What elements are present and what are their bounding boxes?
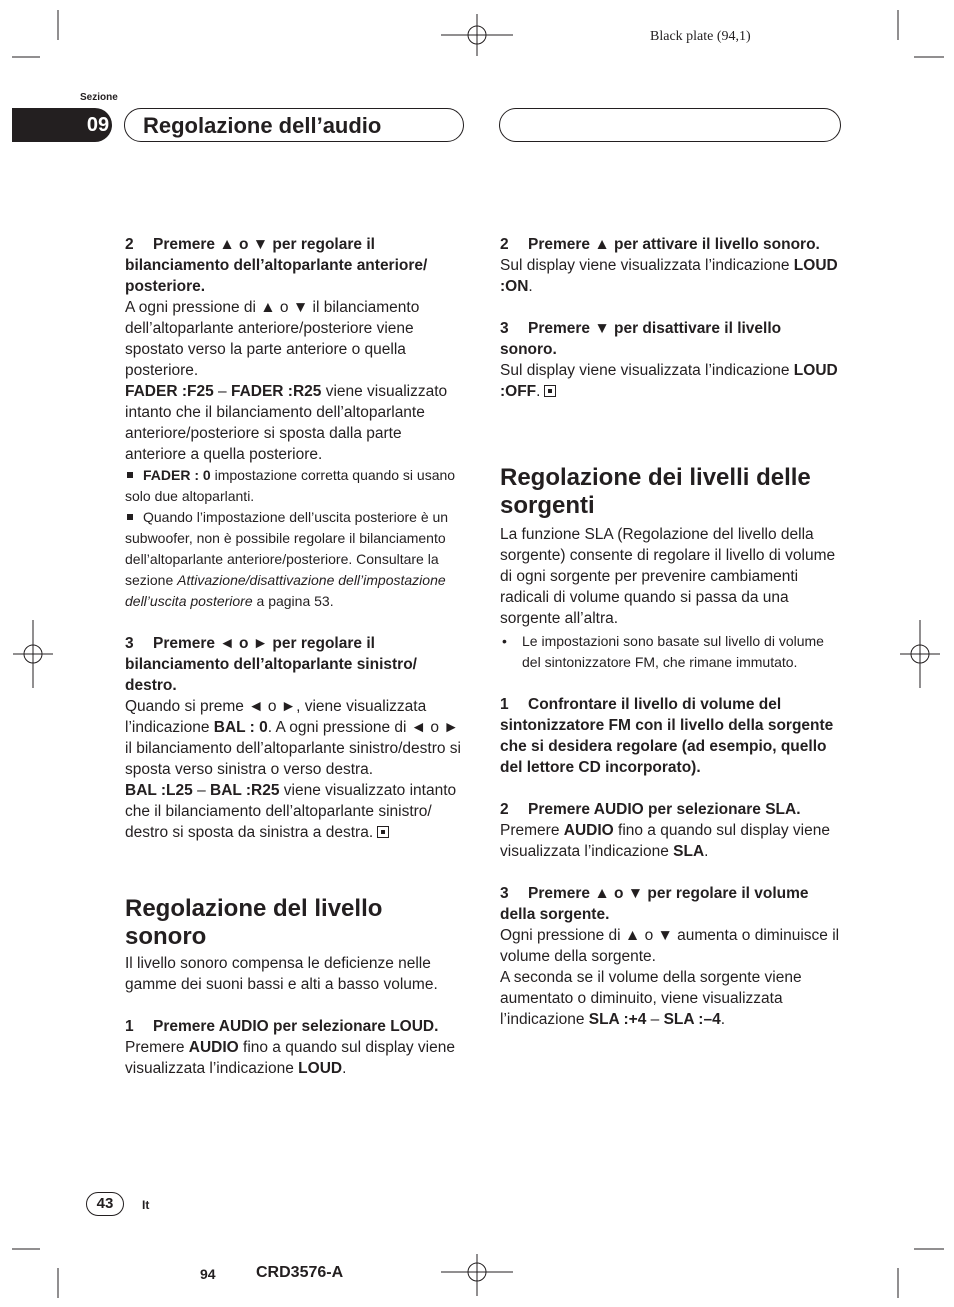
step-body: Premere AUDIO fino a quando sul display viene visualizzata l’indicazione LOUD. — [125, 1039, 455, 1077]
step-heading: 2 Premere ▲ per attivare il livello sonoro. — [500, 236, 820, 253]
left-column — [125, 234, 467, 1079]
step-body: Premere AUDIO fino a quando sul display viene visualizzata l’indicazione SLA. — [500, 822, 830, 860]
page-number: 43 — [86, 1192, 124, 1216]
step-heading: 1 Premere AUDIO per selezionare LOUD. — [125, 1018, 439, 1035]
print-page-number: 94 — [200, 1266, 216, 1282]
sla-heading: Regolazione dei livelli delle sorgenti — [500, 464, 811, 519]
section-title-pill — [124, 108, 464, 142]
right-column — [500, 234, 842, 1030]
bal-range: BAL :L25 – BAL :R25 viene visualizzato intanto che il bilanciamento dell’altoparlante sinistro/ destro si sposta da sinistra a destra. — [125, 782, 457, 841]
sla-bullet: • Le impostazioni sono basate sul livello di volume del sintonizzatore FM, che rimane immutato. — [500, 631, 842, 673]
step-heading: 3 Premere ▼ per disattivare il livello sonoro. — [500, 320, 782, 358]
end-mark-icon — [544, 385, 556, 397]
document-code: CRD3576-A — [256, 1264, 344, 1281]
step-body: A seconda se il volume della sorgente viene aumentato o diminuito, viene visualizzata l’indicazione SLA :+4 – SLA :–4. — [500, 969, 802, 1028]
step-body: Ogni pressione di ▲ o ▼ aumenta o diminuisce il volume della sorgente. — [500, 927, 840, 965]
step-body: Sul display viene visualizzata l’indicazione LOUD :ON. — [500, 257, 838, 295]
step-body: Quando si preme ◄ o ►, viene visualizzata l’indicazione BAL : 0. A ogni pressione di ◄ o ► il bilanciamento dell’altoparlante sinistro/destro si sposta verso sinistra o verso destra. — [125, 698, 462, 778]
step-heading: 1 Confrontare il livello di volume del sintonizzatore FM con il livello della sorgente che si desidera regolare (ad esempio, quello del lettore CD incorporato). — [500, 696, 834, 776]
section-title: Regolazione dell’audio — [143, 113, 382, 138]
step-body: Sul display viene visualizzata l’indicazione LOUD :OFF. — [500, 362, 838, 400]
sla-intro: La funzione SLA (Regolazione del livello della sorgente) consente di regolare il livello di volume di ogni sorgente per prevenire cambiamenti radicali di volume quando si passa da una sorgente all’altra. — [500, 526, 836, 627]
note-square-icon — [127, 514, 133, 520]
section-label: Sezione — [80, 92, 118, 103]
loud-heading: Regolazione del livello sonoro — [125, 895, 383, 950]
step-heading: 2 Premere ▲ o ▼ per regolare il bilanciamento dell’altoparlante anteriore/ posteriore. — [125, 236, 428, 295]
step-body: A ogni pressione di ▲ o ▼ il bilanciamento dell’altoparlante anteriore/posteriore viene spostato verso la parte anteriore o quella posteriore. — [125, 299, 420, 379]
end-mark-icon — [377, 826, 389, 838]
note: Quando l’impostazione dell’uscita posteriore è un subwoofer, non è possibile regolare il bilanciamento dell’altoparlante anteriore/posteriore. Consultare la sezione Attivazione/disattivazione dell’impostazione dell’uscita posteriore a pagina 53. — [125, 509, 449, 609]
step-heading: 3 Premere ▲ o ▼ per regolare il volume della sorgente. — [500, 885, 809, 923]
note-square-icon — [127, 472, 133, 478]
fader-range: FADER :F25 – FADER :R25 viene visualizzato intanto che il bilanciamento dell’altoparlante anteriore/posteriore si sposta dalla parte anteriore a quella posteriore. — [125, 383, 448, 463]
section-number: 09 — [86, 114, 110, 136]
language-code: It — [142, 1198, 150, 1212]
step-heading: 3 Premere ◄ o ► per regolare il bilanciamento dell’altoparlante sinistro/ destro. — [125, 635, 417, 694]
loud-intro: Il livello sonoro compensa le deficienze nelle gamme dei suoni bassi e alti a basso volume. — [125, 955, 438, 993]
section-number-tab — [12, 108, 112, 142]
empty-header-pill — [499, 108, 841, 142]
note: FADER : 0 impostazione corretta quando si usano solo due altoparlanti. — [125, 467, 456, 504]
step-heading: 2 Premere AUDIO per selezionare SLA. — [500, 801, 801, 818]
plate-label: Black plate (94,1) — [650, 29, 751, 44]
